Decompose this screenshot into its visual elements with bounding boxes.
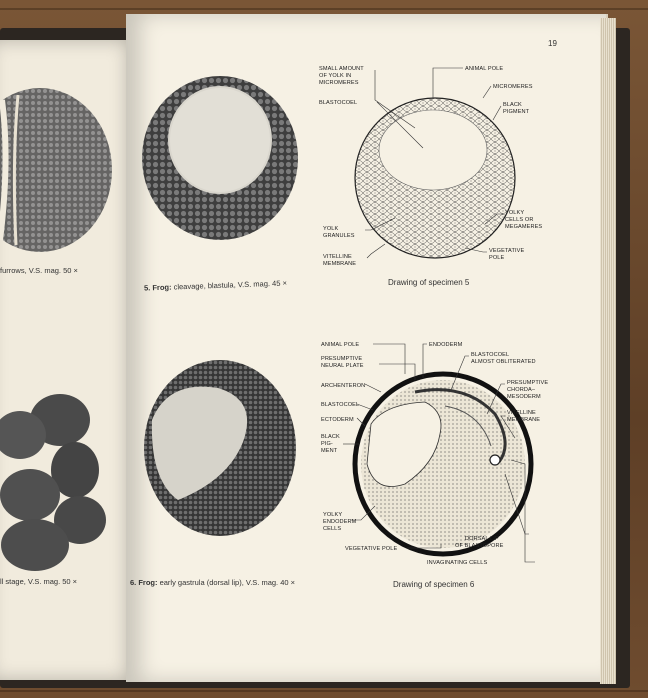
- label-vegetative-2: POLE: [489, 255, 505, 261]
- wood-grain: [0, 690, 648, 692]
- label-vitelline-6-1: VITELLINE: [507, 410, 536, 416]
- label-black-pigment-1: BLACK: [503, 102, 522, 108]
- label-archenteron: ARCHENTERON: [321, 383, 366, 389]
- label-animal-pole: ANIMAL POLE: [465, 66, 504, 72]
- label-dorsal-lip-1: DORSAL LIP: [465, 536, 499, 542]
- specimen5-caption-text: cleavage, blastula, V.S. mag. 45 ×: [173, 278, 288, 292]
- label-vitelline-6-2: MEMBRANE: [507, 417, 541, 423]
- label-yolky-1: YOLKY: [505, 210, 525, 216]
- label-presumptive-neural-1: PRESUMPTIVE: [321, 356, 363, 362]
- label-black-pig-2: PIG-: [321, 441, 333, 447]
- left-page: [0, 40, 138, 680]
- label-yolk-granules-2: GRANULES: [323, 233, 355, 239]
- specimen6-drawing-caption: Drawing of specimen 6: [393, 580, 475, 589]
- label-yolky-endoderm-2: ENDODERM: [323, 519, 357, 525]
- micrograph-cells: [0, 394, 106, 571]
- wood-grain: [0, 8, 648, 10]
- micrograph-gastrula: [144, 360, 296, 536]
- label-vegetative-1: VEGETATIVE: [489, 248, 525, 254]
- page-number: 19: [548, 39, 557, 48]
- label-black-pigment-2: PIGMENT: [503, 109, 530, 115]
- label-ectoderm: ECTODERM: [321, 417, 354, 423]
- label-black-pig-1: BLACK: [321, 434, 340, 440]
- drawing-specimen5: [315, 58, 575, 288]
- label-vegetative-pole-6: VEGETATIVE POLE: [345, 546, 398, 552]
- label-presumptive-chorda-2: CHORDA–: [507, 387, 536, 393]
- label-yolk-granules-1: YOLK: [323, 226, 339, 232]
- label-invaginating: INVAGINATING CELLS: [427, 560, 488, 566]
- micrograph-furrow: [0, 88, 112, 252]
- label-vitelline-1: VITELLINE: [323, 254, 352, 260]
- label-small-amount-1: SMALL AMOUNT: [319, 66, 364, 72]
- specimen6-caption-text: early gastrula (dorsal lip), V.S. mag. 40 ×: [159, 578, 296, 587]
- label-black-pig-3: MENT: [321, 448, 338, 454]
- label-small-amount-3: MICROMERES: [319, 80, 359, 86]
- page-edges: [600, 18, 616, 684]
- label-yolky-endoderm-3: CELLS: [323, 526, 342, 532]
- label-presumptive-chorda-1: PRESUMPTIVE: [507, 380, 549, 386]
- gastrula-drawing: [355, 374, 531, 554]
- label-vitelline-2: MEMBRANE: [323, 261, 357, 267]
- label-yolky-3: MEGAMERES: [505, 224, 543, 230]
- specimen6-caption-num: 6. Frog:: [130, 578, 158, 587]
- label-micromeres: MICROMERES: [493, 84, 533, 90]
- label-small-amount-2: OF YOLK IN: [319, 73, 352, 79]
- specimen5-drawing-caption: Drawing of specimen 5: [388, 278, 470, 287]
- right-micrographs: [138, 70, 338, 590]
- label-endoderm: ENDODERM: [429, 342, 463, 348]
- left-caption-bottom: ll stage, V.S. mag. 50 ×: [0, 577, 78, 586]
- drawing-specimen6: [315, 334, 585, 574]
- blastula-drawing: [355, 98, 515, 258]
- label-blastocoel-6: BLASTOCOEL: [321, 402, 360, 408]
- micrograph-blastula: [142, 76, 298, 240]
- label-blastocoel: BLASTOCOEL: [319, 100, 358, 106]
- label-yolky-endoderm-1: YOLKY: [323, 512, 343, 518]
- label-animal-pole-6: ANIMAL POLE: [321, 342, 360, 348]
- label-yolky-2: CELLS OR: [505, 217, 534, 223]
- label-blastocoel-obl-2: ALMOST OBLITERATED: [471, 359, 536, 365]
- label-blastocoel-obl-1: BLASTOCOEL: [471, 352, 510, 358]
- label-dorsal-lip-2: OF BLASTOPORE: [455, 543, 504, 549]
- label-presumptive-neural-2: NEURAL PLATE: [321, 363, 364, 369]
- label-presumptive-chorda-3: MESODERM: [507, 394, 541, 400]
- left-caption-top: furrows, V.S. mag. 50 ×: [0, 266, 78, 275]
- specimen5-caption-num: 5. Frog:: [143, 282, 172, 293]
- specimen6-photo-caption: [130, 578, 295, 587]
